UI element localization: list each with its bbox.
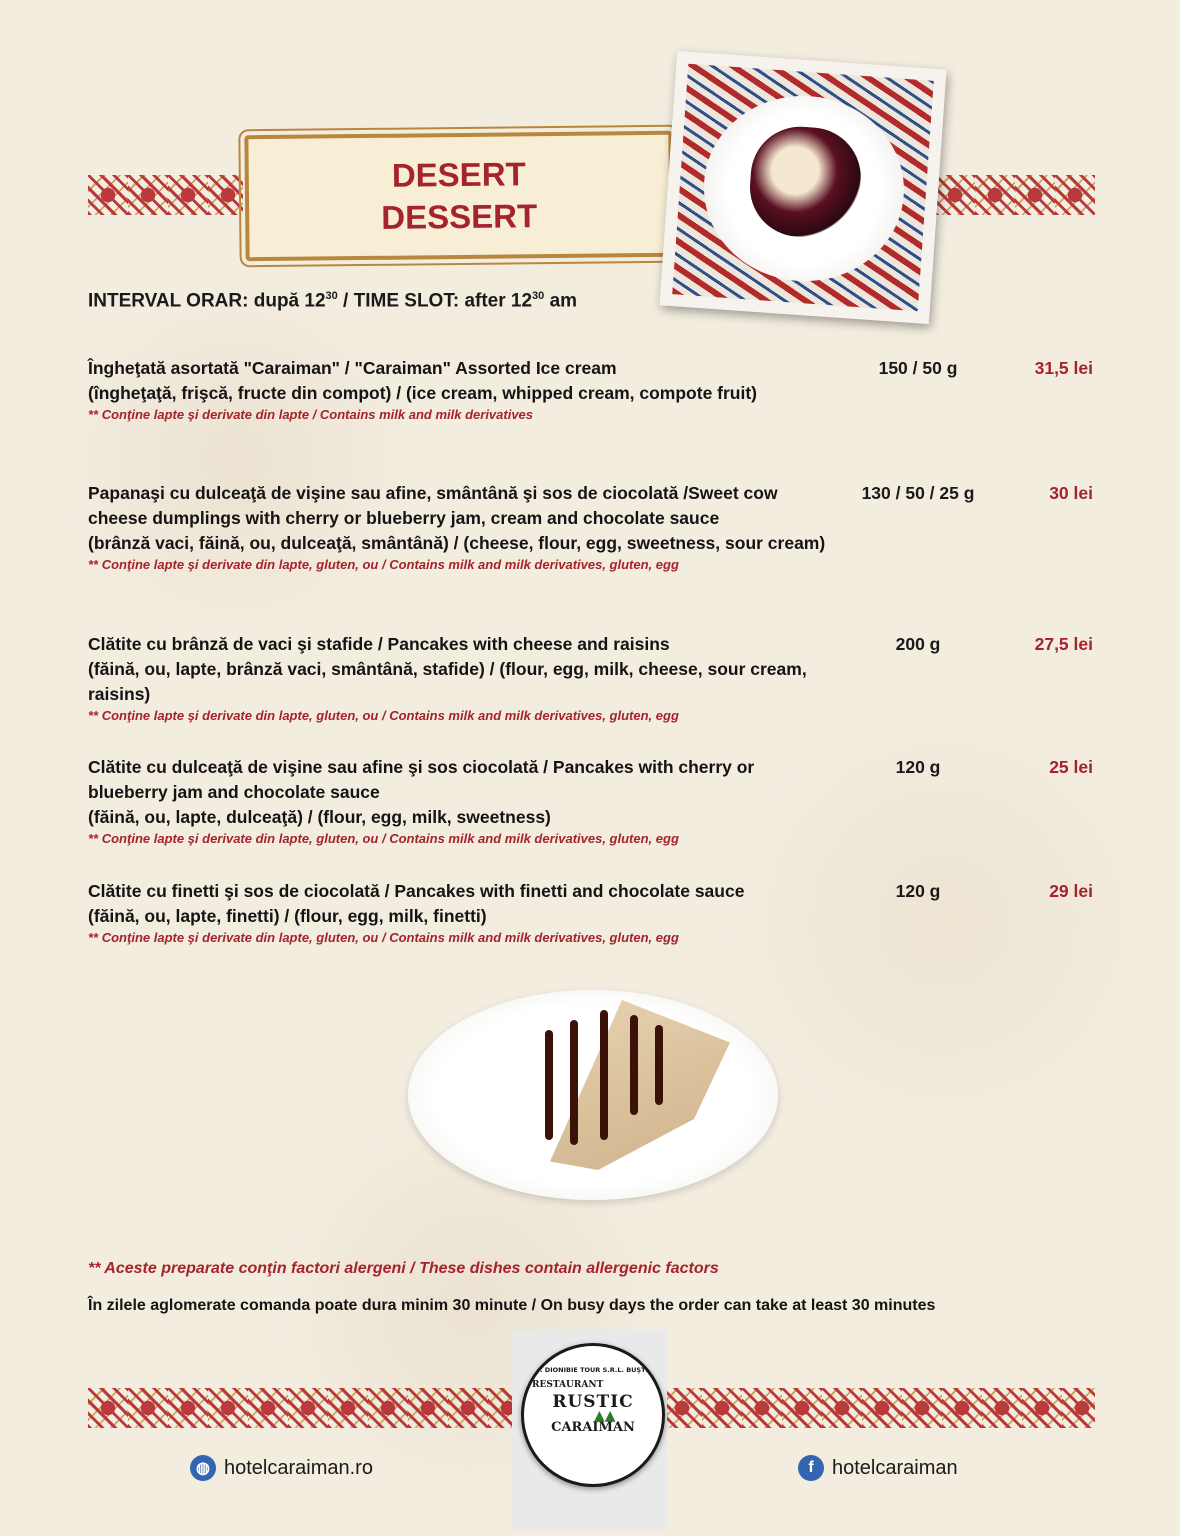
- menu-item: [88, 356, 1093, 424]
- title-frame: [244, 131, 673, 261]
- allergen-note: ** Aceste preparate conţin factori alergeni / These dishes contain allergenic factors: [88, 1260, 719, 1277]
- menu-item: [88, 632, 1093, 725]
- restaurant-logo: [521, 1343, 665, 1487]
- chocolate-drizzle: [630, 1015, 638, 1115]
- logo-rustic: RUSTIC: [552, 1392, 634, 1412]
- menu-item: [88, 481, 1093, 574]
- folk-ornament-band: [935, 175, 1095, 215]
- item-weight: 120 g: [895, 757, 941, 777]
- chocolate-drizzle: [570, 1020, 578, 1145]
- item-price: 25 lei: [1049, 757, 1093, 777]
- logo-restaurant-label: RESTAURANT: [532, 1380, 604, 1390]
- item-allergens: ** Conţine lapte şi derivate din lapte / Contains milk and milk derivatives: [88, 407, 534, 422]
- item-name: Clătite cu dulceaţă de vişine sau afine şi sos ciocolată / Pancakes with cherry or blueberry jam and chocolate sauce: [88, 757, 755, 802]
- dessert-photo: [659, 51, 946, 324]
- item-name: Clătite cu brânză de vaci şi stafide / Pancakes with cheese and raisins: [88, 634, 670, 654]
- item-weight: 130 / 50 / 25 g: [861, 483, 975, 503]
- facebook-icon: f: [798, 1455, 824, 1481]
- tree-icon: ▲▲: [594, 1408, 616, 1424]
- item-price: 30 lei: [1049, 483, 1093, 503]
- item-allergens: ** Conţine lapte şi derivate din lapte, gluten, ou / Contains milk and milk derivatives, gluten, egg: [88, 708, 679, 723]
- website-link[interactable]: [190, 1455, 373, 1481]
- time-slot: INTERVAL ORAR: după $12^{30}$ / TIME SLOT: after $12^{30}$ am: [88, 290, 578, 312]
- item-weight: 120 g: [895, 881, 941, 901]
- item-weight: 200 g: [895, 634, 941, 654]
- item-description: (brânză vaci, făină, ou, dulceaţă, smântână) / (cheese, flour, egg, sweetness, sour cream): [88, 533, 826, 553]
- menu-item: [88, 755, 1093, 848]
- item-name: Papanaşi cu dulceaţă de vişine sau afine, smântână şi sos de ciocolată /Sweet cow cheese dumplings with cherry or blueberry jam, cream and chocolate sauce: [88, 483, 778, 528]
- chocolate-drizzle: [600, 1010, 608, 1140]
- item-description: (făină, ou, lapte, dulceaţă) / (flour, egg, milk, sweetness): [88, 807, 551, 827]
- folk-ornament-band: [662, 1388, 1095, 1428]
- item-price: 29 lei: [1049, 881, 1093, 901]
- chocolate-drizzle: [545, 1030, 553, 1140]
- item-description: (făină, ou, lapte, finetti) / (flour, egg, milk, finetti): [88, 906, 487, 926]
- folk-ornament-band: [88, 1388, 518, 1428]
- item-allergens: ** Conţine lapte şi derivate din lapte, gluten, ou / Contains milk and milk derivatives, gluten, egg: [88, 831, 679, 846]
- chocolate-drizzle: [655, 1025, 663, 1105]
- menu-item: [88, 879, 1093, 947]
- item-price: 31,5 lei: [1034, 358, 1093, 378]
- item-weight: 150 / 50 g: [878, 358, 958, 378]
- item-name: Îngheţată asortată "Caraiman" / "Caraiman" Assorted Ice cream: [88, 358, 617, 378]
- page-title-romanian: DESERT: [391, 155, 526, 194]
- facebook-link-text[interactable]: hotelcaraiman: [832, 1456, 958, 1479]
- page-title-english: DESSERT: [381, 197, 538, 236]
- folk-ornament-band: [88, 175, 243, 215]
- item-name: Clătite cu finetti şi sos de ciocolată / Pancakes with finetti and chocolate sauce: [88, 881, 745, 901]
- website-link-text[interactable]: hotelcaraiman.ro: [224, 1456, 373, 1479]
- globe-icon: ◍: [190, 1455, 216, 1481]
- item-description: (îngheţaţă, frişcă, fructe din compot) / (ice cream, whipped cream, compote fruit): [88, 383, 758, 403]
- busy-days-note: În zilele aglomerate comanda poate dura minim 30 minute / On busy days the order can take at least 30 minutes: [88, 1297, 936, 1314]
- logo-company: S.C. DIONIBIE TOUR S.R.L. BUŞTENI: [528, 1366, 658, 1374]
- logo-caraiman: CARAIMAN: [551, 1420, 635, 1435]
- item-description: (făină, ou, lapte, brânză vaci, smântână, stafide) / (flour, egg, milk, cheese, sour cream, raisins): [88, 659, 807, 704]
- item-allergens: ** Conţine lapte şi derivate din lapte, gluten, ou / Contains milk and milk derivatives, gluten, egg: [88, 557, 679, 572]
- item-allergens: ** Conţine lapte şi derivate din lapte, gluten, ou / Contains milk and milk derivatives, gluten, egg: [88, 930, 679, 945]
- facebook-link[interactable]: [798, 1455, 958, 1481]
- item-price: 27,5 lei: [1034, 634, 1093, 654]
